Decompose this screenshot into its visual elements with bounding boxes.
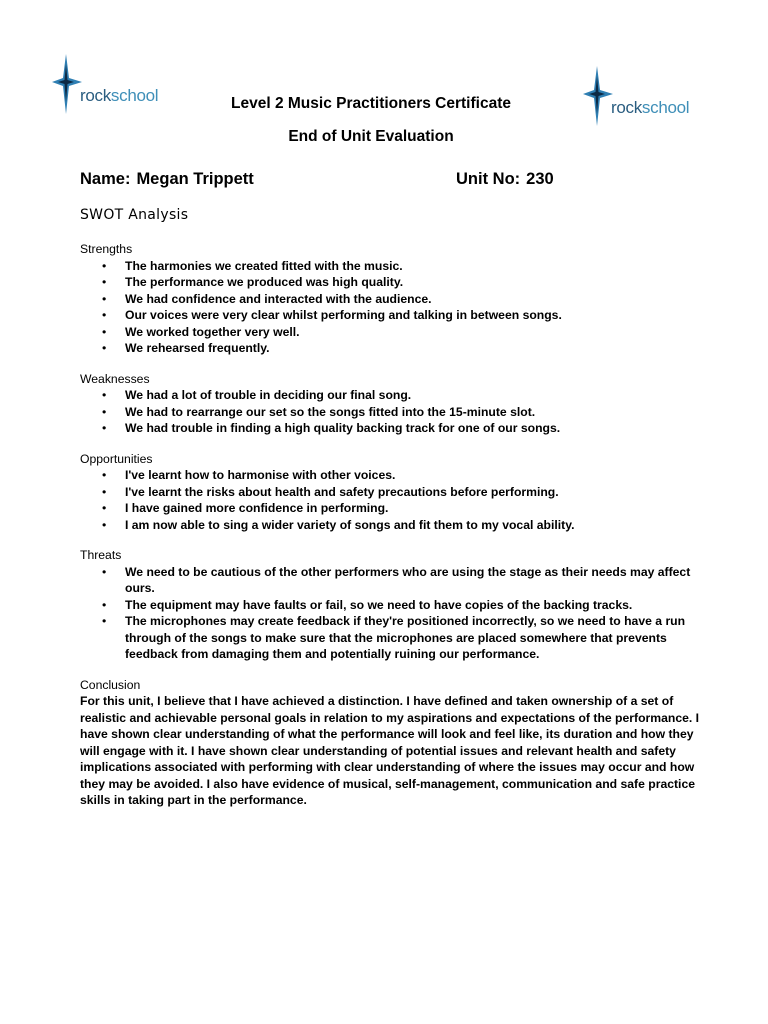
document-body — [80, 241, 700, 823]
section-heading: Opportunities — [80, 451, 153, 466]
unit-number — [456, 170, 554, 189]
unit-value: 230 — [526, 170, 554, 188]
opportunities-section — [80, 451, 700, 534]
list-item: • We had confidence and interacted with the audience. — [80, 291, 700, 308]
name-label: Name: — [80, 170, 131, 188]
weaknesses-section — [80, 371, 700, 437]
document-title: Level 2 Music Practitioners Certificate — [231, 95, 511, 112]
section-heading: Weaknesses — [80, 371, 150, 386]
conclusion-section — [80, 677, 700, 809]
threats-section — [80, 547, 700, 663]
unit-label: Unit No: — [456, 170, 521, 188]
student-name — [80, 170, 254, 189]
section-heading: Conclusion — [80, 677, 141, 692]
list-item: • The equipment may have faults or fail, so we need to have copies of the backing tracks. — [80, 597, 700, 614]
bullet-list — [80, 467, 700, 533]
swot-heading: SWOT Analysis — [80, 207, 189, 223]
list-item: • We rehearsed frequently. — [80, 340, 700, 357]
section-heading: Strengths — [80, 242, 133, 256]
name-value: Megan Trippett — [136, 170, 254, 188]
list-item: • I've learnt how to harmonise with other voices. — [80, 467, 700, 484]
list-item: • We had trouble in finding a high quality backing track for one of our songs. — [80, 420, 700, 437]
document-subtitle: End of Unit Evaluation — [288, 128, 454, 145]
bullet-list — [80, 564, 700, 663]
logo-wordmark: rockschool — [611, 98, 690, 117]
list-item: • We worked together very well. — [80, 324, 700, 341]
list-item: • I have gained more confidence in performing. — [80, 500, 700, 517]
strengths-section — [80, 241, 700, 357]
list-item: • I am now able to sing a wider variety of songs and fit them to my vocal ability. — [80, 517, 700, 534]
bullet-list — [80, 387, 700, 437]
list-item: • The microphones may create feedback if they're positioned incorrectly, so we need to have a run through of the songs to make sure that the microphones are placed somewhere that prevents feedback from damaging them and potentially ruining our performance. — [80, 613, 700, 663]
list-item: • We need to be cautious of the other performers who are using the stage as their needs may affect ours. — [80, 564, 700, 597]
list-item: • We had a lot of trouble in deciding our final song. — [80, 387, 700, 404]
list-item: • The performance we produced was high quality. — [80, 274, 700, 291]
list-item: • Our voices were very clear whilst performing and talking in between songs. — [80, 307, 700, 324]
list-item: • The harmonies we created fitted with the music. — [80, 258, 700, 275]
bullet-list — [80, 258, 700, 357]
conclusion-text: For this unit, I believe that I have achieved a distinction. I have defined and taken ownership of a set of realistic and achievable personal goals in relation to my aspirations and expectations of the performance. I have shown clear understanding of what the performance will look and feel like, its duration and how they will engage with it. I have shown clear understanding of potential issues and relevant health and safety implications associated with performing with clear understanding of where the issues may occur and how they may be avoided. I also have evidence of musical, self-management, communication and safe practice skills in taking part in the performance. — [80, 694, 700, 807]
list-item: • We had to rearrange our set so the songs fitted into the 15-minute slot. — [80, 404, 700, 421]
list-item: • I've learnt the risks about health and safety precautions before performing. — [80, 484, 700, 501]
section-heading: Threats — [80, 548, 122, 562]
logo-wordmark: rockschool — [80, 86, 159, 105]
